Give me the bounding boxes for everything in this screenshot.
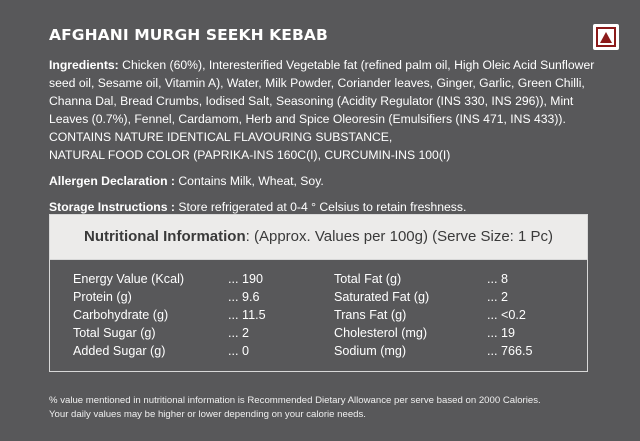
nutrient-value: ... 0 — [228, 344, 249, 358]
footnote — [49, 394, 609, 422]
product-title: AFGHANI MURGH SEEKH KEBAB — [49, 26, 328, 44]
nutrition-heading — [50, 215, 587, 260]
allergen-text: Contains Milk, Wheat, Soy. — [174, 174, 324, 188]
nutrient-label: Saturated Fat (g) — [334, 290, 430, 304]
nutrient-value: ... 9.6 — [228, 290, 260, 304]
nutrient-label: Carbohydrate (g) — [73, 308, 169, 322]
nutrition-table — [49, 214, 588, 372]
nutrient-value: ... <0.2 — [487, 308, 526, 322]
nutrition-row — [50, 306, 587, 324]
nutrient-value: ... 8 — [487, 272, 508, 286]
nutrient-label: Total Sugar (g) — [73, 326, 156, 340]
nutrient-label: Sodium (mg) — [334, 344, 407, 358]
nutrient-label: Cholesterol (mg) — [334, 326, 428, 340]
nutrition-row — [50, 342, 587, 360]
nutrient-label: Trans Fat (g) — [334, 308, 407, 322]
nutrient-value: ... 766.5 — [487, 344, 533, 358]
nutrient-value: ... 19 — [487, 326, 516, 340]
nutrition-row — [50, 288, 587, 306]
allergen-label: Allergen Declaration : — [49, 174, 175, 188]
triangle-icon — [600, 32, 612, 43]
ingredients-label: Ingredients: — [49, 58, 119, 72]
nutrient-label: Added Sugar (g) — [73, 344, 166, 358]
nutrient-value: ... 2 — [228, 326, 249, 340]
footnote-line-2: Your daily values may be higher or lower depending on your calorie needs. — [49, 409, 366, 420]
nutrition-heading-rest: : (Approx. Values per 100g) (Serve Size: 1 Pc) — [245, 228, 554, 245]
ingredients-text: Chicken (60%), Interesterified Vegetable fat (refined palm oil, High Oleic Acid Sunflower seed oil, Sesame oil, Vitamin A), Water, Milk Powder, Coriander leaves, Ginger, Garlic, Green Chilli, Channa Dal, Bread Crumbs, Iodised Salt, Seasoning (Acidity Regulator (INS 330, INS 296)), Mint Leaves (0.7%), Fennel, Cardamom, Herb and Spice Oleoresin (Emulsifiers (INS 471, INS 433)). — [49, 58, 595, 126]
nutrient-label: Energy Value (Kcal) — [73, 272, 185, 286]
nutrient-value: ... 11.5 — [228, 308, 266, 322]
contains-flavouring: CONTAINS NATURE IDENTICAL FLAVOURING SUBSTANCE, — [49, 130, 393, 144]
nutrition-heading-bold: Nutritional Information — [83, 228, 246, 245]
nutrient-label: Protein (g) — [73, 290, 132, 304]
nutrition-rows — [50, 270, 587, 360]
nutrient-label: Total Fat (g) — [334, 272, 402, 286]
ingredients-paragraph — [49, 56, 609, 128]
storage-text: Store refrigerated at 0-4 ° Celsius to retain freshness. — [174, 200, 467, 214]
allergen-paragraph — [49, 172, 609, 190]
nutrition-row — [50, 270, 587, 288]
non-veg-mark — [593, 24, 619, 50]
footnote-line-1: % value mentioned in nutritional information is Recommended Dietary Allowance per serve based on 2000 Calories. — [49, 395, 541, 406]
nutrient-value: ... 2 — [487, 290, 508, 304]
product-info — [49, 56, 609, 216]
nutrient-value: ... 190 — [228, 272, 264, 286]
storage-label: Storage Instructions : — [49, 200, 175, 214]
contains-color: NATURAL FOOD COLOR (PAPRIKA-INS 160C(I), CURCUMIN-INS 100(I) — [49, 148, 451, 162]
nutrition-row — [50, 324, 587, 342]
